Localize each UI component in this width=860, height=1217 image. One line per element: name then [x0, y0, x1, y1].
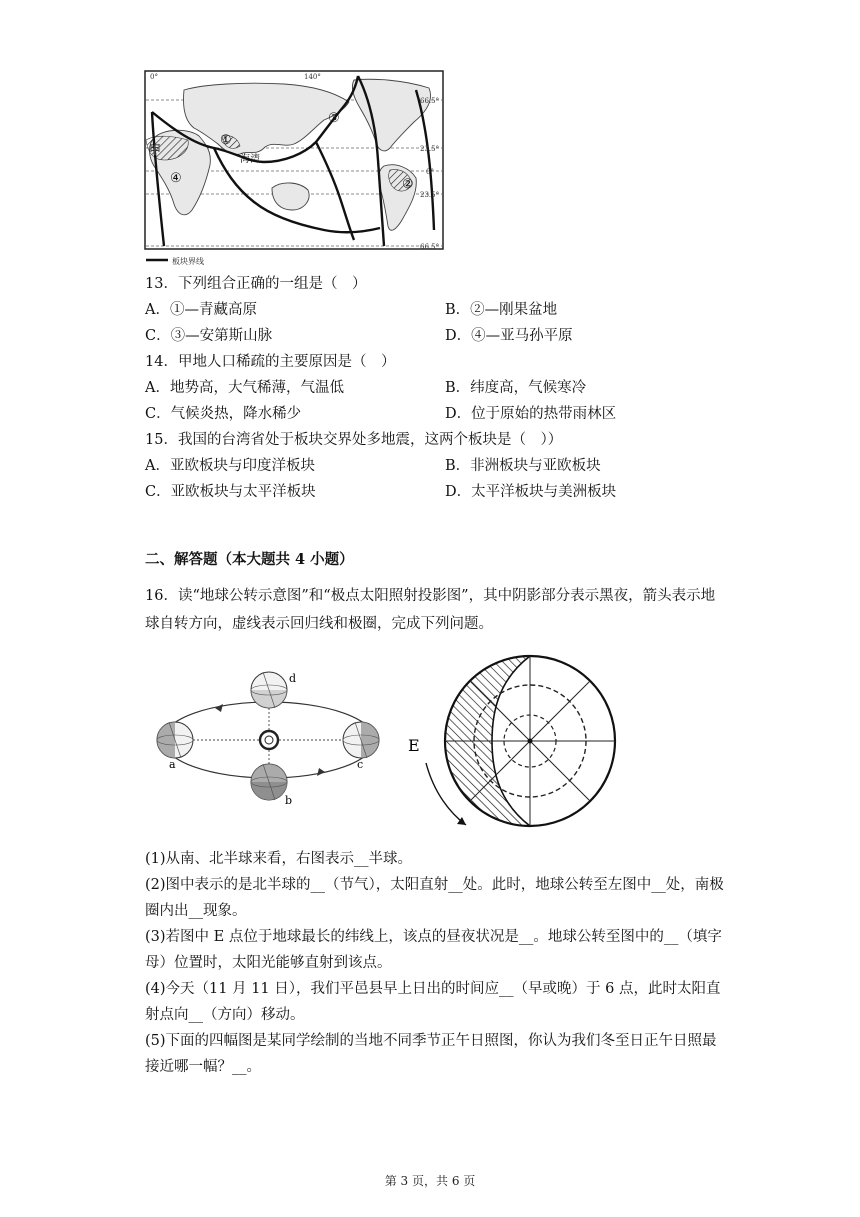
- label-4: ④: [170, 171, 182, 186]
- q14-stem: 14．甲地人口稀疏的主要原因是（ ）: [145, 354, 396, 370]
- q15-stem: 15．我国的台湾省处于板块交界处多地震，这两个板块是（ ））: [145, 432, 563, 448]
- orbit-label-c: c: [357, 758, 364, 771]
- q15-option-d[interactable]: D．太平洋板块与美洲板块: [445, 484, 617, 500]
- q16-intro: 16．读“地球公转示意图”和“极点太阳照射投影图”，其中阴影部分表示黑夜，箭头表示地球自转方向，虚线表示回归线和极圈，完成下列问题。: [145, 588, 716, 632]
- plate-map: [144, 70, 444, 266]
- q14-option-a[interactable]: A．地势高，大气稀薄，气温低: [145, 380, 344, 396]
- q14-option-d[interactable]: D．位于原始的热带雨林区: [445, 406, 617, 422]
- orbit-arrow-1: [215, 704, 223, 712]
- q15-option-b[interactable]: B．非洲板块与亚欧板块: [445, 458, 601, 474]
- q14-option-c[interactable]: C．气候炎热，降水稀少: [145, 406, 302, 422]
- lon-label-140: 140°: [304, 73, 321, 81]
- pole-point: [528, 739, 533, 744]
- q16-sub-2: (2)图中表示的是北半球的__（节气），太阳直射__处。此时，地球公转至左图中__处，南极圈内出__现象。: [145, 877, 724, 919]
- page-footer: 第 3 页，共 6 页: [384, 1174, 476, 1188]
- orbit-label-a: a: [169, 758, 176, 771]
- globe-d: [251, 672, 287, 708]
- lat-label-4: 23.5°: [420, 191, 440, 199]
- lon-label-0: 0°: [150, 73, 158, 81]
- q15-option-c[interactable]: C．亚欧板块与太平洋板块: [145, 484, 316, 500]
- polar-projection-diagram: [400, 653, 625, 838]
- q16-sub-5: (5)下面的四幅图是某同学绘制的当地不同季节正午日照图，你认为我们冬至日正午日照最接近哪一幅？__。: [145, 1033, 717, 1075]
- lat-label-1: 66.5°: [420, 97, 440, 105]
- lat-label-3: 0°: [426, 168, 434, 176]
- q16-sub-1: (1)从南、北半球来看，右图表示__半球。: [145, 851, 413, 867]
- q14-option-b[interactable]: B．纬度高，气候寒冷: [445, 380, 587, 396]
- legend-label: 板块界线: [172, 257, 204, 266]
- orbit-label-d: d: [289, 672, 297, 685]
- label-2: ②: [402, 177, 414, 192]
- polar-label-e: E: [408, 736, 420, 755]
- lat-label-5: 66.5°: [420, 243, 440, 251]
- orbit-arrow-2: [317, 768, 325, 776]
- q15-option-a[interactable]: A．亚欧板块与印度洋板块: [145, 458, 315, 474]
- orbit-label-b: b: [285, 794, 293, 807]
- label-jia: 甲: [149, 143, 162, 157]
- q13-option-a[interactable]: A．①—青藏高原: [145, 302, 257, 318]
- section2-heading: 二、解答题（本大题共 4 小题）: [145, 551, 354, 568]
- orbit-diagram: [145, 668, 400, 808]
- q13-option-b[interactable]: B．②—刚果盆地: [445, 302, 558, 318]
- label-strait: 海湾: [240, 154, 260, 165]
- label-3: ③: [328, 111, 340, 126]
- lat-label-2: 23.5°: [420, 145, 440, 153]
- q16-sub-4: (4)今天（11 月 11 日），我们平邑县早上日出的时间应__（早或晚）于 6 点，此时太阳直射点向__（方向）移动。: [145, 981, 721, 1023]
- globe-a: [157, 722, 193, 758]
- label-1: ①: [220, 133, 232, 148]
- globe-b: [251, 764, 287, 800]
- globe-c: [343, 722, 379, 758]
- q13-option-c[interactable]: C．③—安第斯山脉: [145, 328, 273, 344]
- q13-stem: 13．下列组合正确的一组是（ ）: [145, 276, 367, 292]
- q13-option-d[interactable]: D．④—亚马孙平原: [445, 328, 573, 344]
- q16-sub-3: (3)若图中 E 点位于地球最长的纬线上，该点的昼夜状况是__。地球公转至图中的__（填字母）位置时，太阳光能够直射到该点。: [145, 929, 722, 971]
